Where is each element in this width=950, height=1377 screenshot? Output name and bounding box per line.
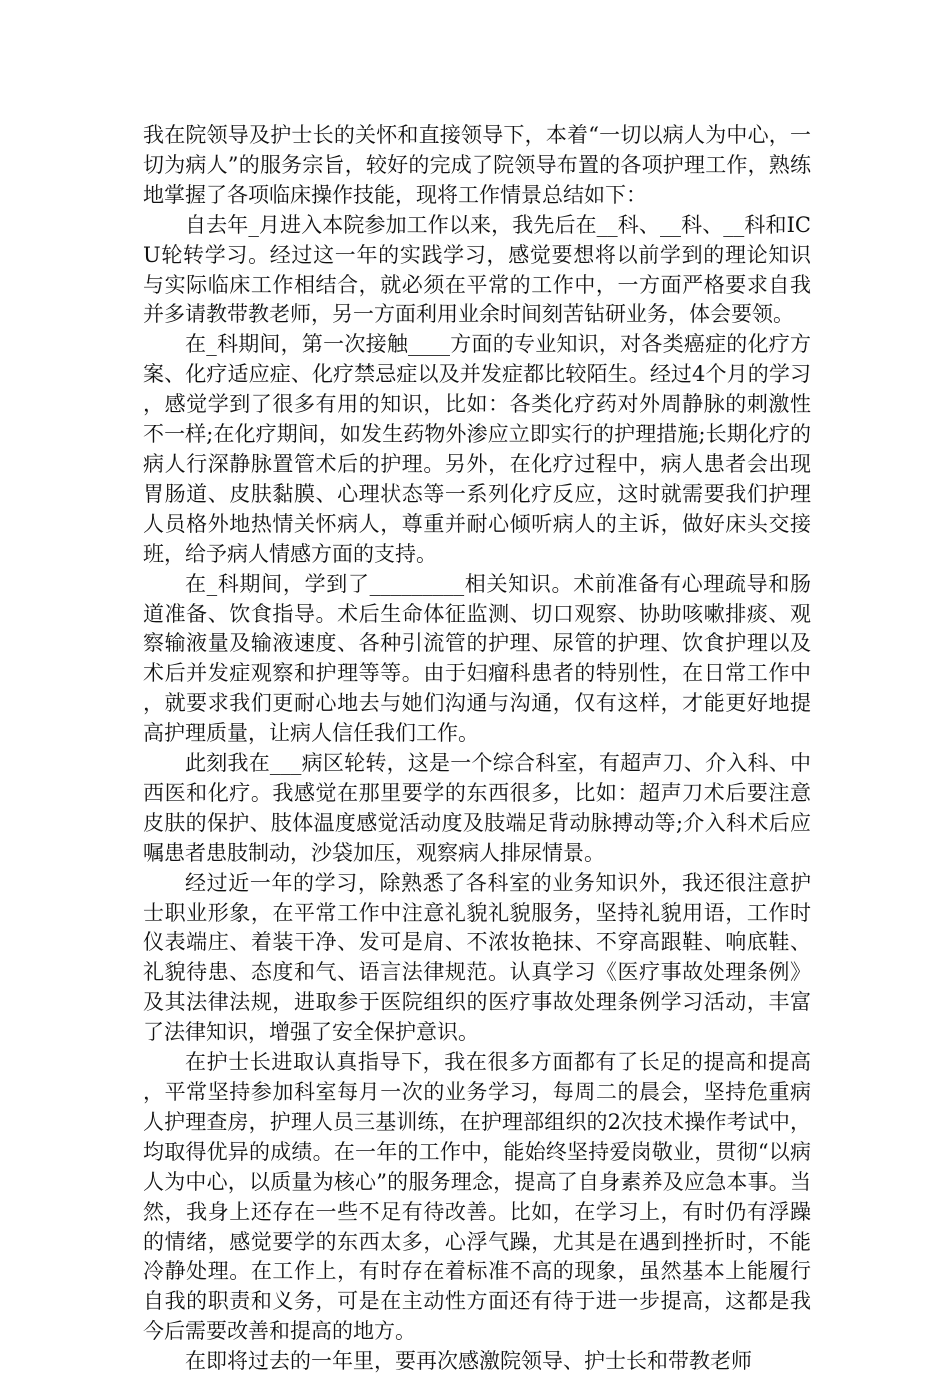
document-body (143, 121, 811, 1377)
paragraph-rotation: 自去年_月进入本院参加工作以来，我先后在__科、__科、__科和ICU轮转学习。经过这一年的实践学习，感觉要想将以前学到的理论知识与实际临床工作相结合，就必须在平常的工作中，一方面严格要求自我并多请教带教老师，另一方面利用业余时间刻苦钻研业务，体会要领。 (143, 212, 811, 327)
paragraph-surgery: 在_科期间，学到了_________相关知识。术前准备有心理疏导和肠道准备、饮食指导。术后生命体征监测、切口观察、协助咳嗽排痰、观察输液量及输液速度、各种引流管的护理、尿管的护理、饮食护理以及术后并发症观察和护理等等。由于妇瘤科患者的特别性，在日常工作中，就要求我们更耐心地去与她们沟通与沟通，仅有这样，才能更好地提高护理质量，让病人信任我们工作。 (143, 571, 811, 746)
paragraph-thanks: 在即将过去的一年里，要再次感激院领导、护士长和带教老师 (185, 1349, 752, 1374)
paragraph-professional-image: 经过近一年的学习，除熟悉了各科室的业务知识外，我还很注意护士职业形象，在平常工作中注意礼貌礼貌服务，坚持礼貌用语，工作时仪表端庄、着装干净、发可是肩、不浓妆艳抹、不穿高跟鞋、响底鞋、礼貌待患、态度和气、语言法律规范。认真学习《医疗事故处理条例》及其法律法规，进取参于医院组织的医疗事故处理条例学习活动，丰富了法律知识，增强了安全保护意识。 (143, 870, 811, 1045)
paragraph-progress-shortcomings: 在护士长进取认真指导下，我在很多方面都有了长足的提高和提高，平常坚持参加科室每月一次的业务学习，每周二的晨会，坚持危重病人护理查房，护理人员三基训练，在护理部组织的2次技术操作考试中，均取得优异的成绩。在一年的工作中，能始终坚持爱岗敬业，贯彻“以病人为中心，以质量为核心”的服务理念，提高了自身素养及应急本事。当然，我身上还存在一些不足有待改善。比如，在学习上，有时仍有浮躁的情绪，感觉要学的东西太多，心浮气躁，尤其是在遇到挫折时，不能冷静处理。在工作上，有时存在着标准不高的现象，虽然基本上能履行自我的职责和义务，可是在主动性方面还有待于进一步提高，这都是我今后需要改善和提高的地方。 (143, 1050, 811, 1344)
paragraph-current-ward: 此刻我在___病区轮转，这是一个综合科室，有超声刀、介入科、中西医和化疗。我感觉在那里要学的东西很多，比如：超声刀术后要注意皮肤的保护、肢体温度感觉活动度及肢端足背动脉搏动等;介入科术后应嘱患者患肢制动，沙袋加压，观察病人排尿情景。 (143, 751, 811, 865)
paragraph-intro: 我在院领导及护士长的关怀和直接领导下，本着“一切以病人为中心，一切为病人”的服务宗旨，较好的完成了院领导布置的各项护理工作，熟练地掌握了各项临床操作技能，现将工作情景总结如下： (143, 123, 811, 207)
paragraph-chemotherapy: 在_科期间，第一次接触____方面的专业知识，对各类癌症的化疗方案、化疗适应症、化疗禁忌症以及并发症都比较陌生。经过4个月的学习，感觉学到了很多有用的知识，比如：各类化疗药对外周静脉的刺激性不一样;在化疗期间，如发生药物外渗应立即实行的护理措施;长期化疗的病人行深静脉置管术后的护理。另外，在化疗过程中，病人患者会出现胃肠道、皮肤黏膜、心理状态等一系列化疗反应，这时就需要我们护理人员格外地热情关怀病人，尊重并耐心倾听病人的主诉，做好床头交接班，给予病人情感方面的支持。 (143, 332, 811, 566)
